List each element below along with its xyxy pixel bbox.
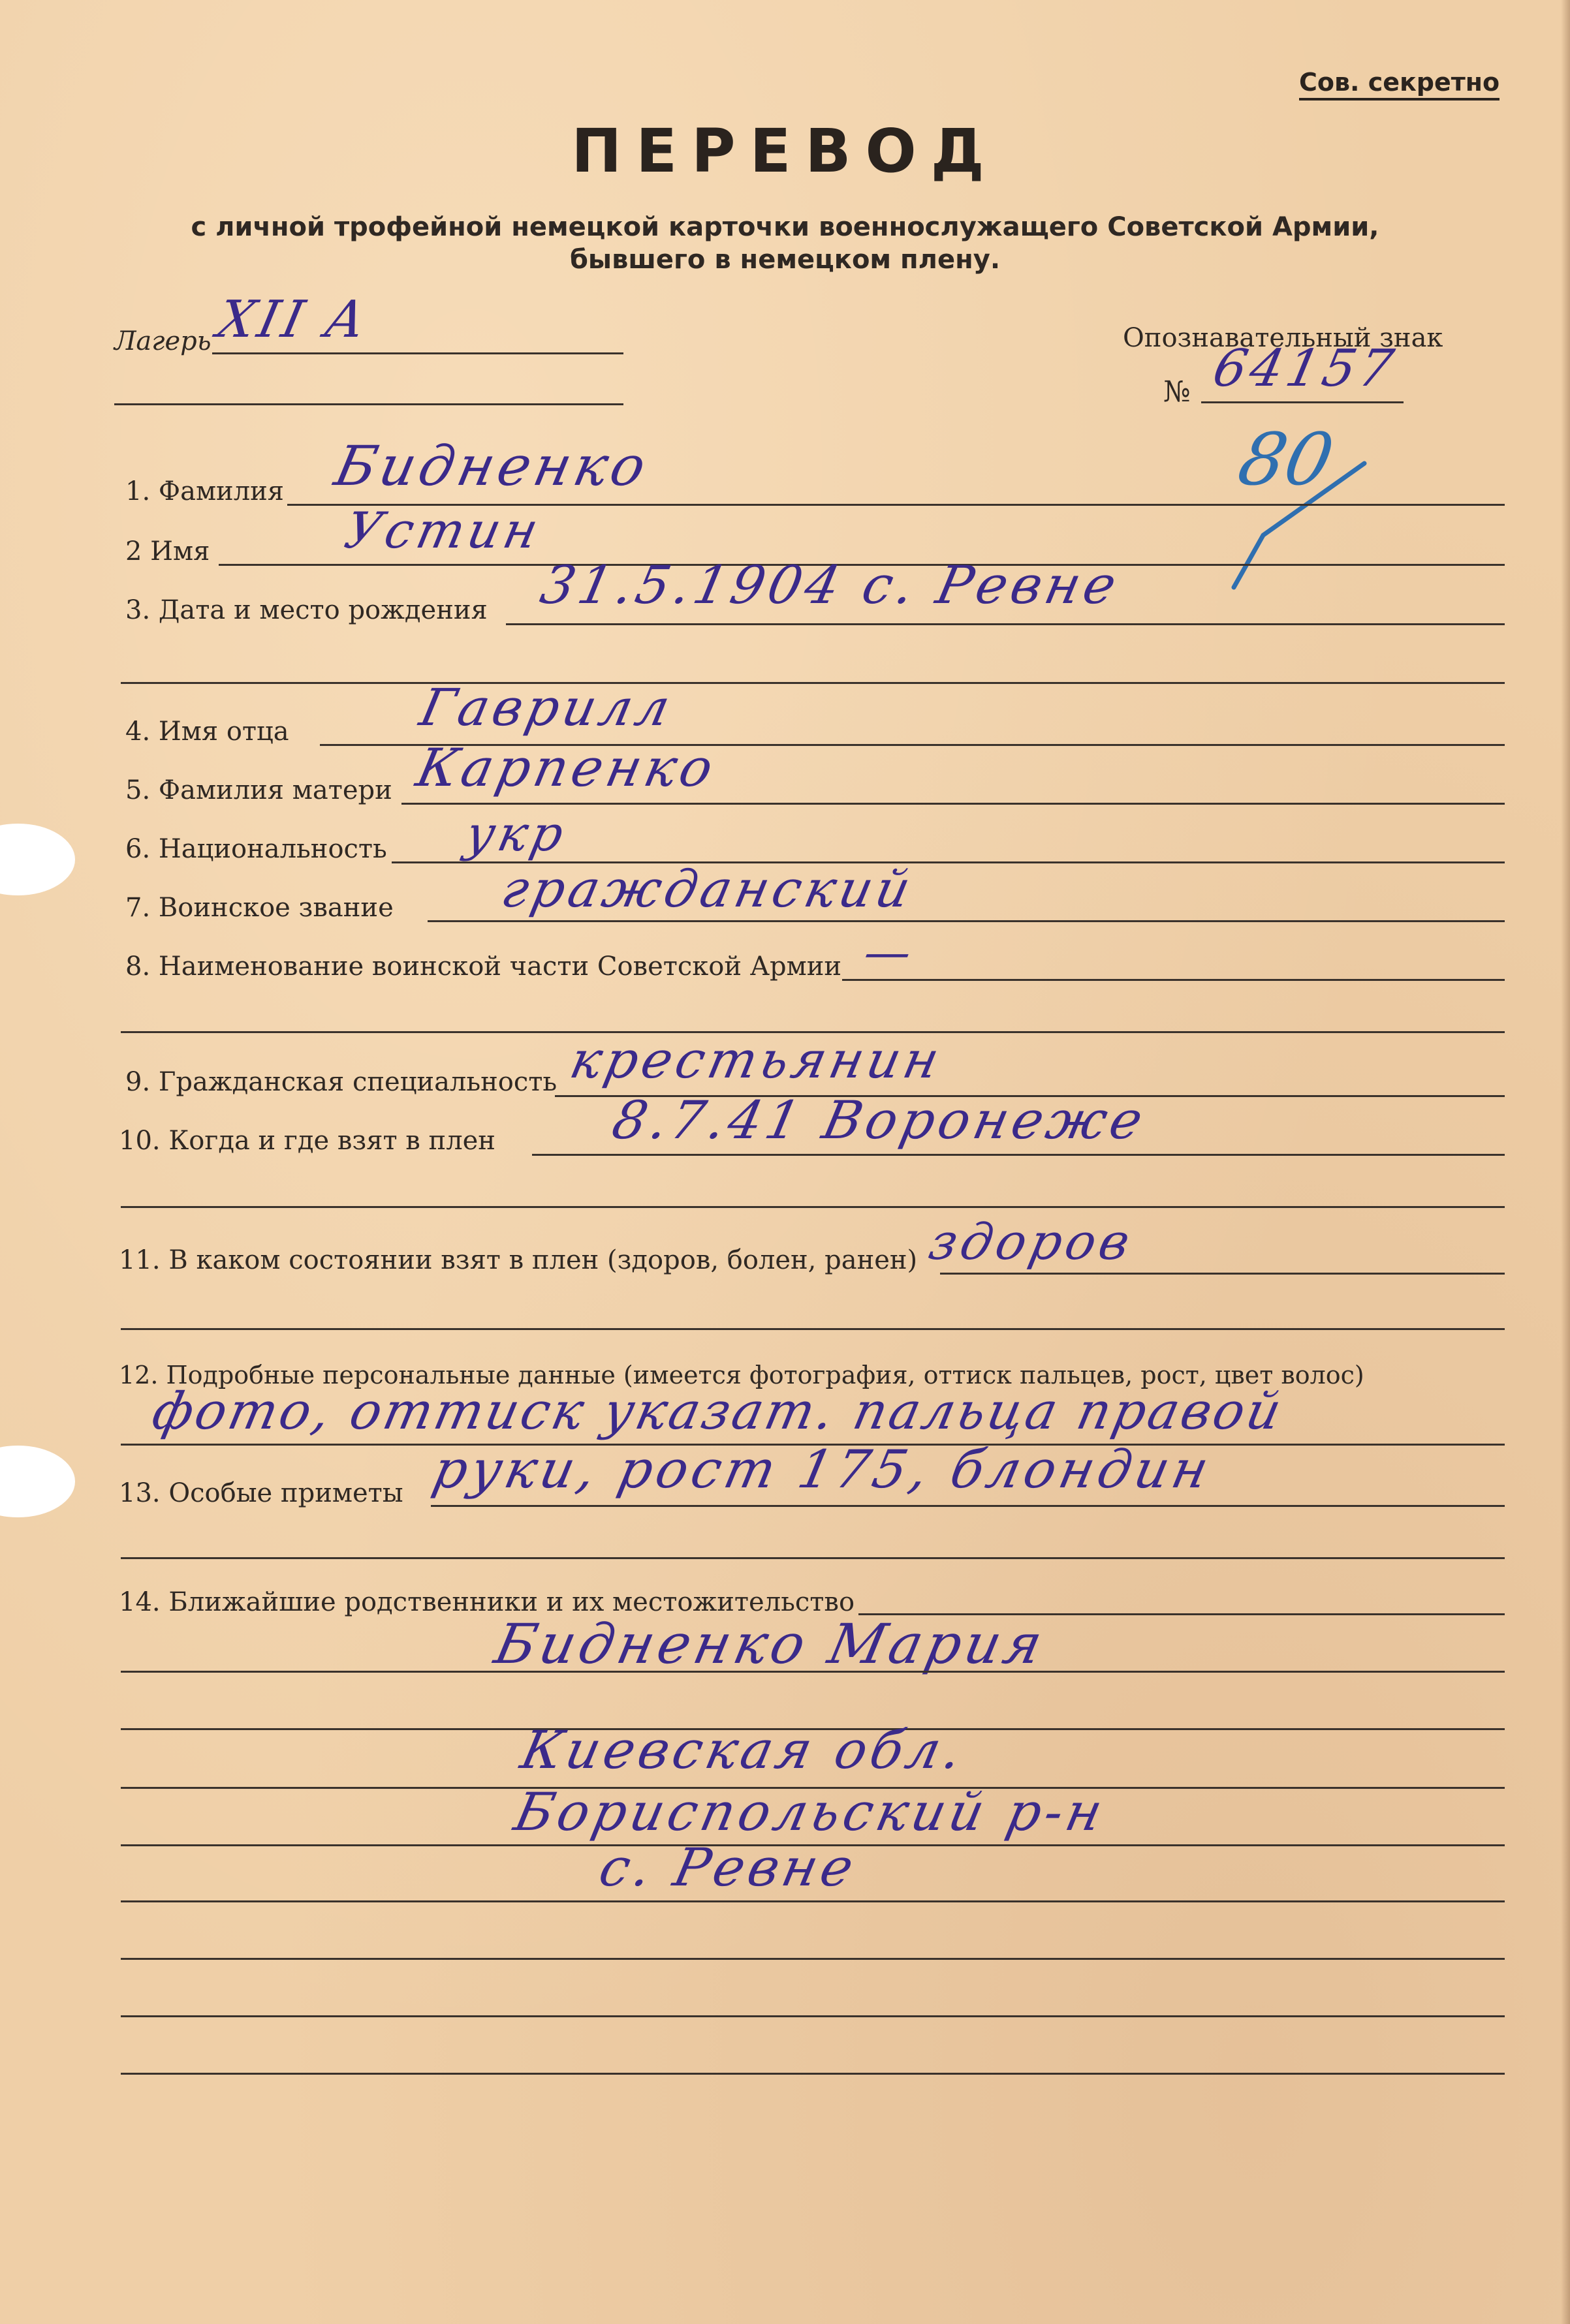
- field-8-value: —: [859, 925, 920, 979]
- field-13-rule-2: [121, 1557, 1505, 1559]
- field-10-num: 10.: [119, 1126, 161, 1156]
- pencil-check-mark: [1227, 457, 1384, 600]
- paper-edge-shadow: [1561, 0, 1570, 2324]
- field-7-rule: [428, 920, 1505, 922]
- field-10-rule-2: [121, 1206, 1505, 1208]
- punch-hole-lower: [0, 1446, 75, 1517]
- field-1-label: Фамилия: [158, 476, 285, 506]
- subtitle-line-1: с личной трофейной немецкой карточки военнослужащего Советской Армии,: [191, 212, 1379, 242]
- field-8-rule: [842, 979, 1505, 981]
- field-9-value: крестьянин: [565, 1031, 948, 1090]
- field-10-value: 8.7.41 Воронеже: [607, 1090, 1152, 1151]
- id-tag-rule: [1201, 401, 1404, 403]
- field-14-label: Ближайшие родственники и их местожительство: [168, 1587, 855, 1617]
- field-12-label: Подробные персональные данные (имеется фотография, оттиск пальцев, рост, цвет волос): [166, 1361, 1364, 1389]
- field-12-value: фото, оттиск указат. пальца правой: [147, 1382, 1289, 1441]
- field-3-rule-2: [121, 682, 1505, 684]
- field-6-label: Национальность: [158, 834, 387, 864]
- subtitle-line-2: бывшего в немецком плену.: [569, 245, 1001, 275]
- field-4-label: Имя отца: [158, 717, 289, 747]
- id-tag-number-sign: №: [1163, 375, 1191, 409]
- relative-address-line-3: с. Ревне: [594, 1837, 863, 1898]
- field-4-value: Гаврилл: [415, 679, 679, 737]
- field-14-num: 14.: [119, 1587, 161, 1617]
- pencil-annotation: 80: [1231, 418, 1341, 501]
- field-7-num: 7.: [125, 893, 151, 923]
- field-7-label: Воинское звание: [158, 893, 394, 923]
- relative-address-line-2: Бориспольский р-н: [509, 1782, 1112, 1842]
- field-14-rule-7: [121, 1958, 1505, 1960]
- field-4-num: 4.: [125, 717, 151, 747]
- field-3-rule: [506, 623, 1505, 625]
- field-1-num: 1.: [125, 476, 151, 506]
- field-2-value: Устин: [339, 501, 548, 559]
- field-13-rule: [431, 1505, 1505, 1507]
- field-11-rule-2: [121, 1328, 1505, 1330]
- field-5-label: Фамилия матери: [158, 775, 392, 805]
- camp-rule: [212, 352, 623, 354]
- field-8-label: Наименование воинской части Советской Армии: [158, 952, 842, 982]
- field-11-num: 11.: [119, 1245, 161, 1275]
- field-6-value: укр: [460, 806, 573, 862]
- field-14-rule-8: [121, 2015, 1505, 2017]
- punch-hole-upper: [0, 824, 75, 895]
- field-2-label: Имя: [150, 536, 210, 566]
- field-14-rule-9: [121, 2073, 1505, 2075]
- camp-label: Лагерь: [114, 326, 212, 356]
- field-11-rule: [940, 1273, 1505, 1275]
- camp-value: XII A: [212, 290, 374, 349]
- field-13-label: Особые приметы: [168, 1478, 403, 1508]
- field-11-value: здоров: [924, 1213, 1139, 1271]
- field-5-rule: [401, 803, 1505, 805]
- field-9-num: 9.: [125, 1067, 151, 1097]
- field-3-num: 3.: [125, 595, 151, 625]
- field-7-value: гражданский: [496, 860, 920, 919]
- field-9-label: Гражданская специальность: [158, 1067, 557, 1097]
- id-tag-label: Опознавательный знак: [1123, 323, 1443, 353]
- field-13-num: 13.: [119, 1478, 161, 1508]
- field-10-rule: [532, 1154, 1505, 1156]
- field-3-label: Дата и место рождения: [158, 595, 488, 625]
- field-13-value: руки, рост 175, блондин: [428, 1439, 1218, 1500]
- field-5-num: 5.: [125, 775, 151, 805]
- field-12-num: 12.: [119, 1361, 159, 1389]
- field-2-num: 2: [125, 536, 142, 566]
- relative-address-line-1: Киевская обл.: [516, 1720, 971, 1780]
- field-11-label: В каком состоянии взят в плен (здоров, болен, ранен): [168, 1245, 918, 1275]
- classification-stamp: Сов. секретно: [1299, 68, 1499, 101]
- field-8-num: 8.: [125, 952, 151, 982]
- field-10-label: Когда и где взят в плен: [168, 1126, 495, 1156]
- id-tag-value: 64157: [1208, 339, 1402, 398]
- field-14-rule-2: [121, 1671, 1505, 1673]
- relative-name: Бидненко Мария: [489, 1612, 1052, 1676]
- document-title: ПЕРЕВОД: [571, 116, 999, 186]
- field-14-rule-6: [121, 1900, 1505, 1902]
- camp-rule-2: [114, 403, 623, 405]
- field-1-value: Бидненко: [329, 434, 655, 498]
- field-3-value: 31.5.1904 с. Ревне: [535, 555, 1125, 615]
- field-5-value: Карпенко: [411, 737, 723, 798]
- field-6-num: 6.: [125, 834, 151, 864]
